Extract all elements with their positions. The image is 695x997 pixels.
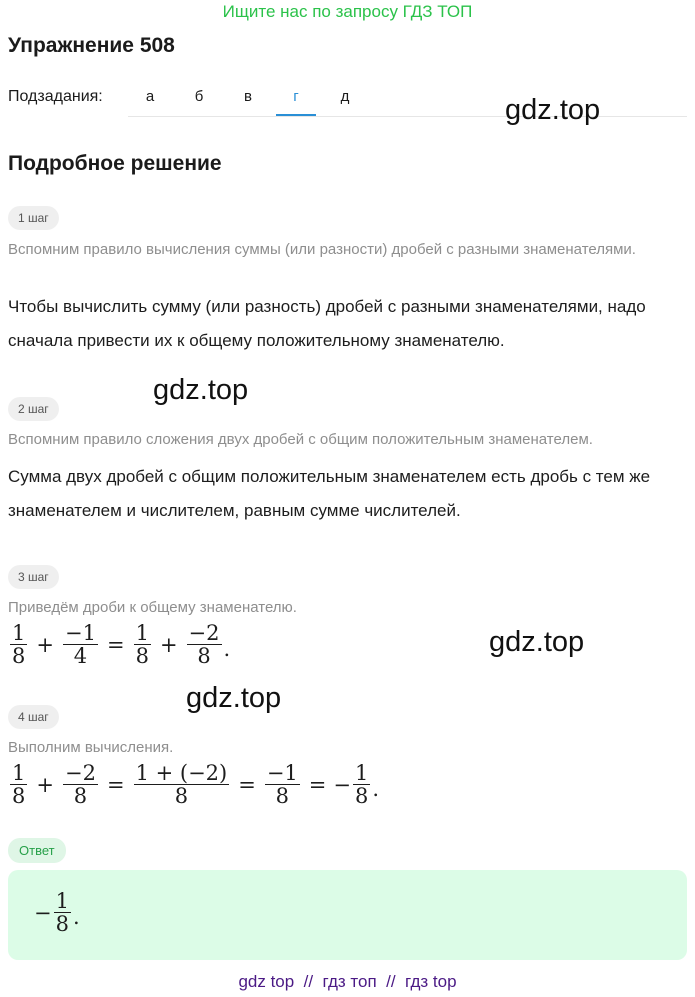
footer-links[interactable]: gdz top // гдз топ // гдз top	[238, 972, 457, 991]
watermark: gdz.top	[153, 374, 249, 406]
tab-a[interactable]: а	[145, 88, 155, 105]
step-hint: Вспомним правило вычисления суммы (или разности) дробей с разными знаменателями.	[8, 241, 636, 258]
subtasks-tabs	[128, 80, 687, 117]
fraction: $\frac{-2}{8}$	[188, 621, 220, 669]
answer-box	[8, 870, 687, 960]
watermark: gdz.top	[489, 626, 585, 658]
fraction: $\frac{-2}{8}$	[64, 761, 96, 809]
answer-badge: Ответ	[8, 838, 66, 863]
exercise-title: Упражнение 508	[8, 34, 175, 57]
fraction: $\frac{1 + (-2)}{8}$	[135, 761, 228, 809]
step-hint: Выполним вычисления.	[8, 739, 174, 756]
step-text: Сумма двух дробей с общим положительным знаменателем есть дробь с тем же знаменателем и числителем, равным сумме числителей.	[8, 467, 651, 520]
step-badge: 4 шаг	[8, 705, 59, 729]
step-text: Чтобы вычислить сумму (или разность) дробей с разными знаменателями, надо сначала привести их к общему положительному знаменателю.	[8, 297, 646, 350]
step-formula: $\frac{1}{8}$ + $\frac{-2}{8}$ = $\frac{1 + (-2)}{8}$ = $\frac{-1}{8}$ = − $\frac{1}{8}$ .	[12, 761, 380, 809]
fraction: $\frac{1}{8}$	[55, 889, 69, 937]
step-formula: $\frac{1}{8}$ + $\frac{-1}{4}$ = $\frac{1}{8}$ + $\frac{-2}{8}$ .	[12, 621, 231, 669]
tab-d[interactable]: д	[340, 88, 350, 105]
tab-g[interactable]: г	[276, 88, 316, 105]
step-hint: Приведём дроби к общему знаменателю.	[8, 599, 297, 616]
step-hint: Вспомним правило сложения двух дробей с общим положительным знаменателем.	[8, 431, 593, 448]
answer-formula: − $\frac{1}{8}$ .	[34, 889, 80, 937]
fraction: $\frac{1}{8}$	[12, 761, 26, 809]
tab-b[interactable]: б	[194, 88, 204, 105]
watermark: gdz.top	[505, 94, 601, 126]
step-badge: 2 шаг	[8, 397, 59, 421]
fraction: $\frac{1}{8}$	[12, 621, 26, 669]
tab-v[interactable]: в	[244, 88, 252, 105]
step-badge: 1 шаг	[8, 206, 59, 230]
fraction: $\frac{1}{8}$	[355, 761, 369, 809]
solution-title: Подробное решение	[8, 152, 222, 175]
promo-banner: Ищите нас по запросу ГДЗ ТОП	[222, 2, 473, 21]
watermark: gdz.top	[186, 682, 282, 714]
step-badge: 3 шаг	[8, 565, 59, 589]
fraction: $\frac{-1}{4}$	[64, 621, 96, 669]
fraction: $\frac{-1}{8}$	[266, 761, 298, 809]
subtasks-label: Подзадания:	[8, 88, 103, 105]
fraction: $\frac{1}{8}$	[135, 621, 149, 669]
